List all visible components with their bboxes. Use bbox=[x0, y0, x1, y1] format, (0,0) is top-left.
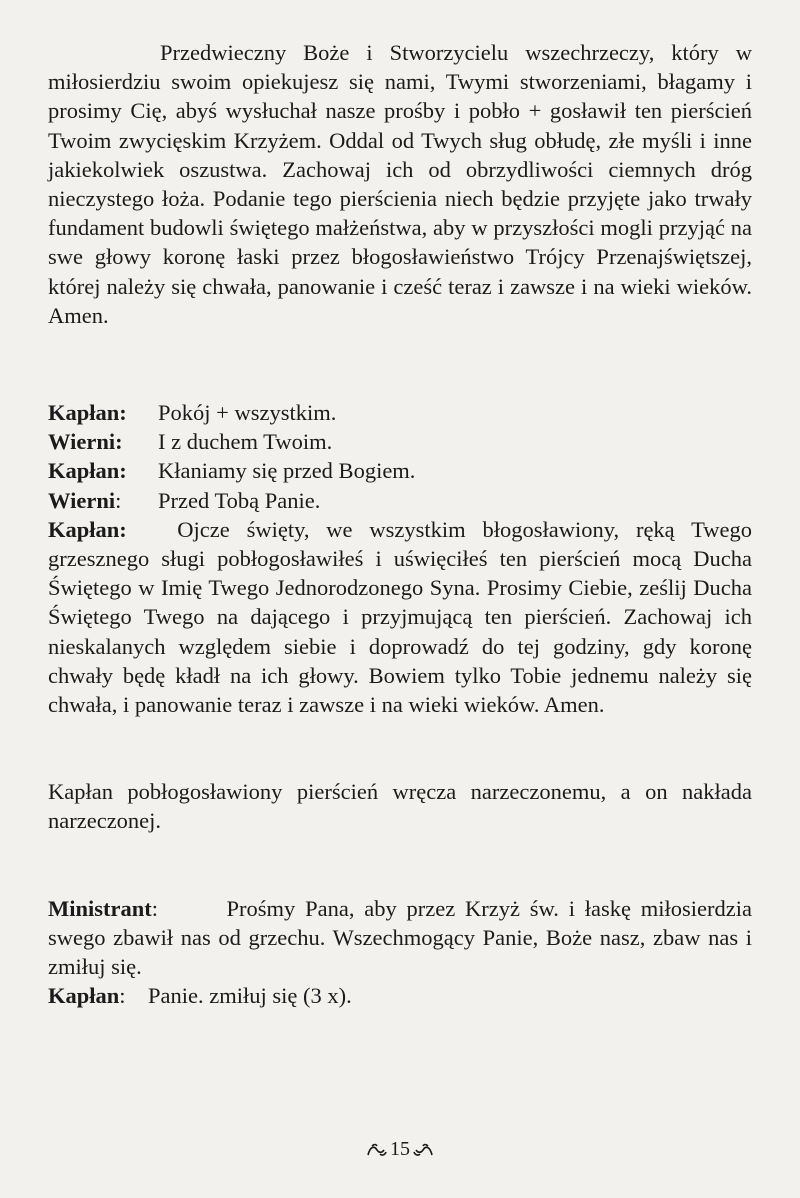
dialog-line bbox=[48, 456, 752, 485]
left-ornament-icon bbox=[366, 1143, 388, 1157]
speaker-colon: : bbox=[119, 983, 126, 1009]
utterance: Przed Tobą Panie. bbox=[158, 487, 321, 513]
speaker-label: Ministrant bbox=[48, 895, 152, 921]
utterance: Prośmy Pana, aby przez Krzyż św. i łaskę miłosierdzia swego zbawił nas od grzechu. Wszechmogący Panie, Boże nasz, zbaw nas i zmiłuj się. bbox=[48, 895, 752, 980]
right-ornament-icon bbox=[412, 1143, 434, 1157]
rubric-paragraph: Kapłan pobłogosławiony pierścień wręcza narzeczonemu, a on nakłada narzeczonej. bbox=[48, 779, 752, 834]
blessing-paragraph bbox=[48, 515, 752, 719]
final-line bbox=[48, 981, 752, 1010]
utterance: Panie. zmiłuj się (3 x). bbox=[148, 983, 352, 1009]
speaker-colon: : bbox=[115, 487, 122, 513]
page-footer bbox=[0, 1136, 800, 1162]
utterance: Ojcze święty, we wszystkim błogosławiony, ręką Twego grzesznego sługi pobłogosławiłeś i uświęciłeś ten pierścień mocą Ducha Świętego w Imię Twego Jednorodzonego Syna. Prosimy Ciebie, ześlij Ducha Świętego Twego na dającego i przyjmującą ten pierścień. Zachowaj ich nieskalanych względem siebie i doprowadź do tej godziny, gdy koronę chwały będę kładł na ich głowy. Bowiem tylko Tobie jednemu należy się chwała, i panowanie teraz i zawsze i na wieki wieków. Amen. bbox=[48, 516, 753, 718]
dialog-line bbox=[48, 398, 752, 427]
dialog-block bbox=[48, 398, 752, 719]
ministrant-paragraph bbox=[48, 894, 752, 982]
dialog-line bbox=[48, 427, 752, 456]
utterance: Kłaniamy się przed Bogiem. bbox=[158, 458, 416, 484]
speaker-name: Wierni bbox=[48, 487, 116, 513]
dialog-line bbox=[48, 486, 752, 515]
speaker-label: Kapłan bbox=[48, 983, 120, 1009]
page-number: 15 bbox=[390, 1138, 410, 1160]
prayer-paragraph: Przedwieczny Boże i Stworzycielu wszechrzeczy, który w miłosierdziu swoim opiekujesz się nami, Twymi stworzeniami, błagamy i prosimy Cię, abyś wysłuchał nasze prośby i pobło + gosławił ten pierścień Twoim zwycięskim Krzyżem. Oddal od Twych sług obłudę, złe myśli i inne jakiekolwiek oszustwa. Zachowaj ich od obrzydliwości ciemnych dróg nieczystego łoża. Podanie tego pierścienia niech będzie przyjęte jako trwały fundament budowli świętego małżeństwa, aby w przyszłości mogli przyjąć na swe głowy koronę łaski przez błogosławieństwo Trójcy Przenajświętszej, której należy się chwała, panowanie i cześć teraz i zawsze i na wieki wieków. Amen. bbox=[48, 40, 752, 328]
speaker-label bbox=[48, 486, 158, 515]
speaker-colon: : bbox=[151, 895, 159, 921]
utterance: I z duchem Twoim. bbox=[158, 429, 333, 455]
utterance: Pokój + wszystkim. bbox=[158, 400, 337, 426]
speaker-label: Wierni: bbox=[48, 429, 123, 455]
speaker-label: Kapłan: bbox=[48, 516, 127, 542]
speaker-label: Kapłan: bbox=[48, 400, 127, 426]
page-content bbox=[48, 38, 752, 1010]
speaker-label: Kapłan: bbox=[48, 458, 127, 484]
